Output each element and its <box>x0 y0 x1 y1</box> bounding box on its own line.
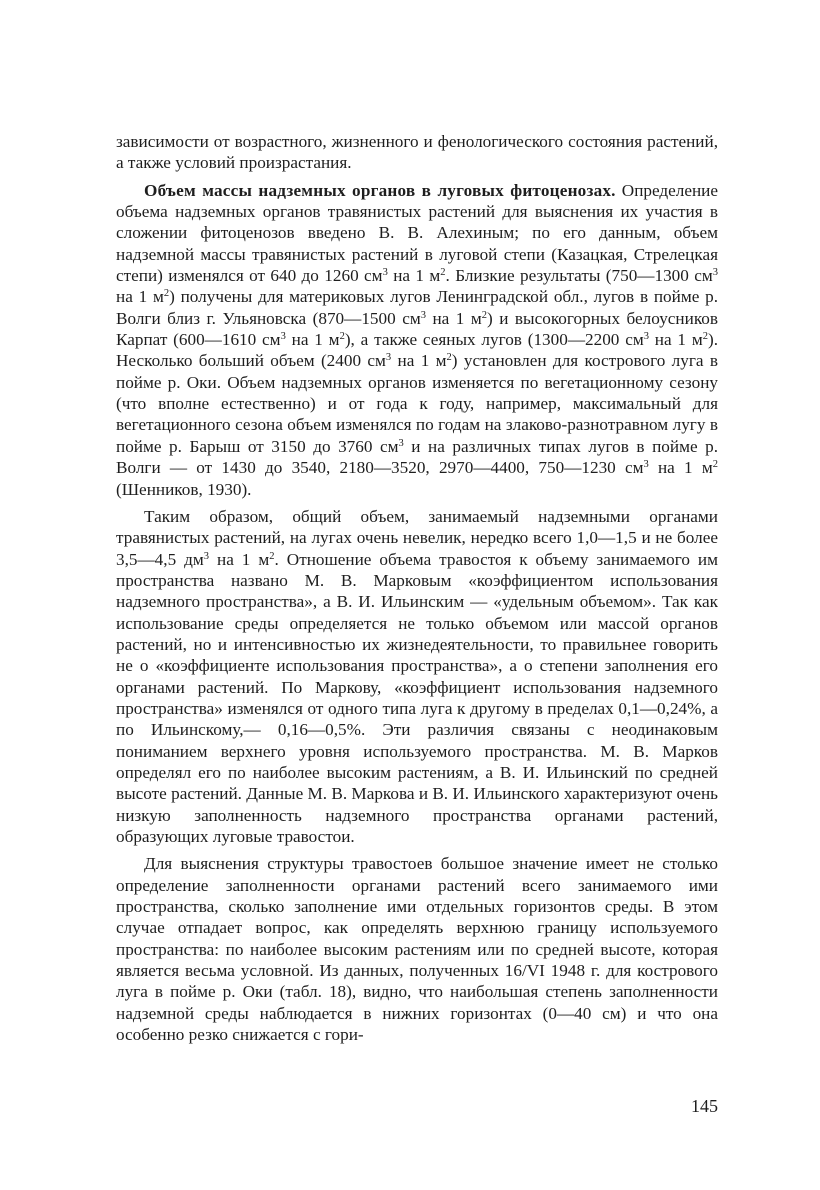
text-run: Таким образом, общий объем, занимаемый надземными органами травянистых растений, на лугах очень невелик, нередко всего 1,0—1,5 и не более 3,5—4,5 дм <box>116 506 718 569</box>
text-run: зависимости от возрастного, жизненного и фенологического состояния растений, а также условий произрастания. <box>116 132 718 173</box>
superscript: 2 <box>702 331 708 343</box>
paragraph-continuation <box>116 131 718 174</box>
paragraph <box>116 180 718 500</box>
text-run: Для выяснения структуры травостоев большое значение имеет не столько определение заполненности органами растений всего занимаемого ими пространства, сколько заполнение ими отдельных горизонтов среды. В этом случае отпадает вопрос, как определять верхнюю границу используемого пространства: по наиболее высоким растениям или по средней высоте, которая является весьма условной. Из данных, полученных 16/VI 1948 г. для кострового луга в пойме р. Оки (табл. 18), видно, что наибольшая степень заполненности надземной среды наблюдается в нижних горизонтах (0—40 см) и что она особенно резко снижается с гори- <box>116 854 718 1045</box>
superscript: 2 <box>481 309 488 321</box>
text-run: ) получены для материковых лугов Ленинградской обл., лугов в пойме р. Волги близ г. Ульяновска (870—1500 см <box>116 287 718 328</box>
text-run: ) и высокогорных белоусников Карпат (600—1610 см <box>116 308 719 350</box>
text-run: . Близкие результаты (750—1300 см <box>445 266 713 286</box>
superscript: 3 <box>280 331 286 343</box>
text-run: . Отношение объема травостоя к объему занимаемого им пространства названо М. В. Марковым «коэффициентом использования надземного пространства», а В. И. Ильинским — «удельным объемом». Так как использование среды определяется не только объемом или массой органов растений, но и интенсивностью их жизнедеятельности, то правильнее говорить не о «коэффициенте использования пространства», а о степени заполнения его органами растений. По Маркову, «коэффициент использования надземного пространства» изменялся от одного типа луга к другому в пределах 0,1—0,24%, а по Ильинскому,— 0,16—0,5%. Эти различия связаны с неодинаковым пониманием верхнего уровня используемого пространства. М. В. Марков определял его по наиболее высоким растениям, а В. И. Ильинский по средней высоте растений. Данные М. В. Маркова и В. И. Ильинского характеризуют очень низкую заполненность надземного пространства органами растений, образующих луговые травостои. <box>116 549 718 846</box>
page-number: 145 <box>691 1096 718 1116</box>
superscript: 3 <box>643 331 649 343</box>
superscript: 2 <box>446 352 452 364</box>
text-run: на 1 м <box>425 308 482 328</box>
text-run: (Шенников, 1930). <box>116 479 252 499</box>
page-body-text <box>116 131 718 1045</box>
text-run: на 1 м <box>285 330 340 350</box>
text-run: на 1 м <box>648 458 713 478</box>
text-run: ), а также сеяных лугов (1300—2200 см <box>344 330 644 350</box>
text-run: ). Несколько больший объем (2400 см <box>116 330 718 371</box>
text-run: на 1 м <box>391 351 447 371</box>
superscript: 2 <box>712 459 718 471</box>
superscript: 3 <box>420 309 426 321</box>
superscript: 2 <box>163 288 170 300</box>
superscript: 2 <box>269 550 275 562</box>
text-run: и на различных типах лугов в пойме р. Волги — от 1430 до 3540, 2180—3520, 2970—4400, 750—1230 см <box>116 436 719 478</box>
superscript: 3 <box>382 267 388 279</box>
paragraph <box>116 853 718 1045</box>
text-run: ) установлен для кострового луга в пойме р. Оки. Объем надземных органов изменяется по вегетационному сезону (что вполне естественно) и от года к году, например, максимальный для вегетационного сезона объем изменялся по годам на злаково-разнотравном лугу в пойме р. Барыш от 3150 до 3760 см <box>116 351 718 456</box>
superscript: 3 <box>712 267 719 279</box>
text-run: на 1 м <box>387 266 441 286</box>
superscript: 3 <box>643 459 649 471</box>
superscript: 2 <box>440 267 446 279</box>
section-run-in-heading: Объем массы надземных органов в луговых фитоценозах. <box>144 180 616 200</box>
paragraph <box>116 506 718 848</box>
superscript: 3 <box>398 437 404 449</box>
text-run: на 1 м <box>209 549 270 569</box>
superscript: 2 <box>339 331 345 343</box>
text-run: на 1 м <box>648 330 703 350</box>
text-run: на 1 м <box>116 287 164 307</box>
text-run: Определение объема надземных органов травянистых растений для выяснения их участия в сложении фитоценозов введено В. В. Алехиным; по его данным, объем надземной массы травянистых растений в луговой степи (Казацкая, Стрелецкая степи) изменялся от 640 до 1260 см <box>116 180 718 286</box>
superscript: 3 <box>203 550 210 562</box>
superscript: 3 <box>385 352 392 364</box>
